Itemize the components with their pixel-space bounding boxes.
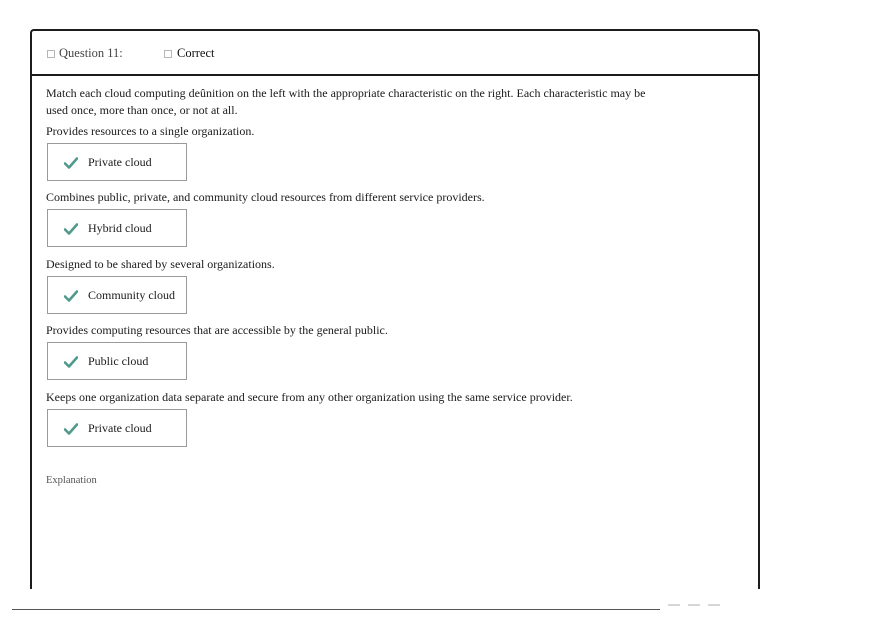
check-icon [64,423,78,435]
definition-prompt: Keeps one organization data separate and secure from any other organization using the same service provider. [46,390,573,404]
question-header [32,31,758,76]
status-checkbox-icon [164,50,172,58]
instructions-text: Match each cloud computing deûnition on the left with the appropriate characteristic on the right. Each characteristic may be used once, more than once, or not at all. [46,86,646,117]
answer-label: Private cloud [88,154,152,169]
definition-prompt: Combines public, private, and community cloud resources from different service providers. [46,190,485,204]
answer-box[interactable] [47,409,187,447]
footer-mark [668,604,680,606]
question-number: Question 11: [59,46,123,60]
question-checkbox-icon[interactable] [47,50,55,58]
answer-box[interactable] [47,276,187,314]
answer-label: Private cloud [88,420,152,435]
answer-label: Community cloud [88,287,175,302]
explanation-link[interactable]: Explanation [46,475,97,486]
definition-prompt: Designed to be shared by several organizations. [46,257,275,271]
answer-box[interactable] [47,342,187,380]
footer-mark [688,604,700,606]
check-icon [64,356,78,368]
page-divider [12,609,660,610]
definition-prompt: Provides computing resources that are accessible by the general public. [46,323,388,337]
definition-prompt: Provides resources to a single organization. [46,124,255,138]
check-icon [64,223,78,235]
answer-box[interactable] [47,143,187,181]
question-status: Correct [177,46,215,60]
check-icon [64,157,78,169]
check-icon [64,290,78,302]
answer-label: Hybrid cloud [88,220,152,235]
footer-mark [708,604,720,606]
answer-box[interactable] [47,209,187,247]
answer-label: Public cloud [88,353,149,368]
page-footer-marks [668,604,720,606]
question-card [30,29,760,589]
